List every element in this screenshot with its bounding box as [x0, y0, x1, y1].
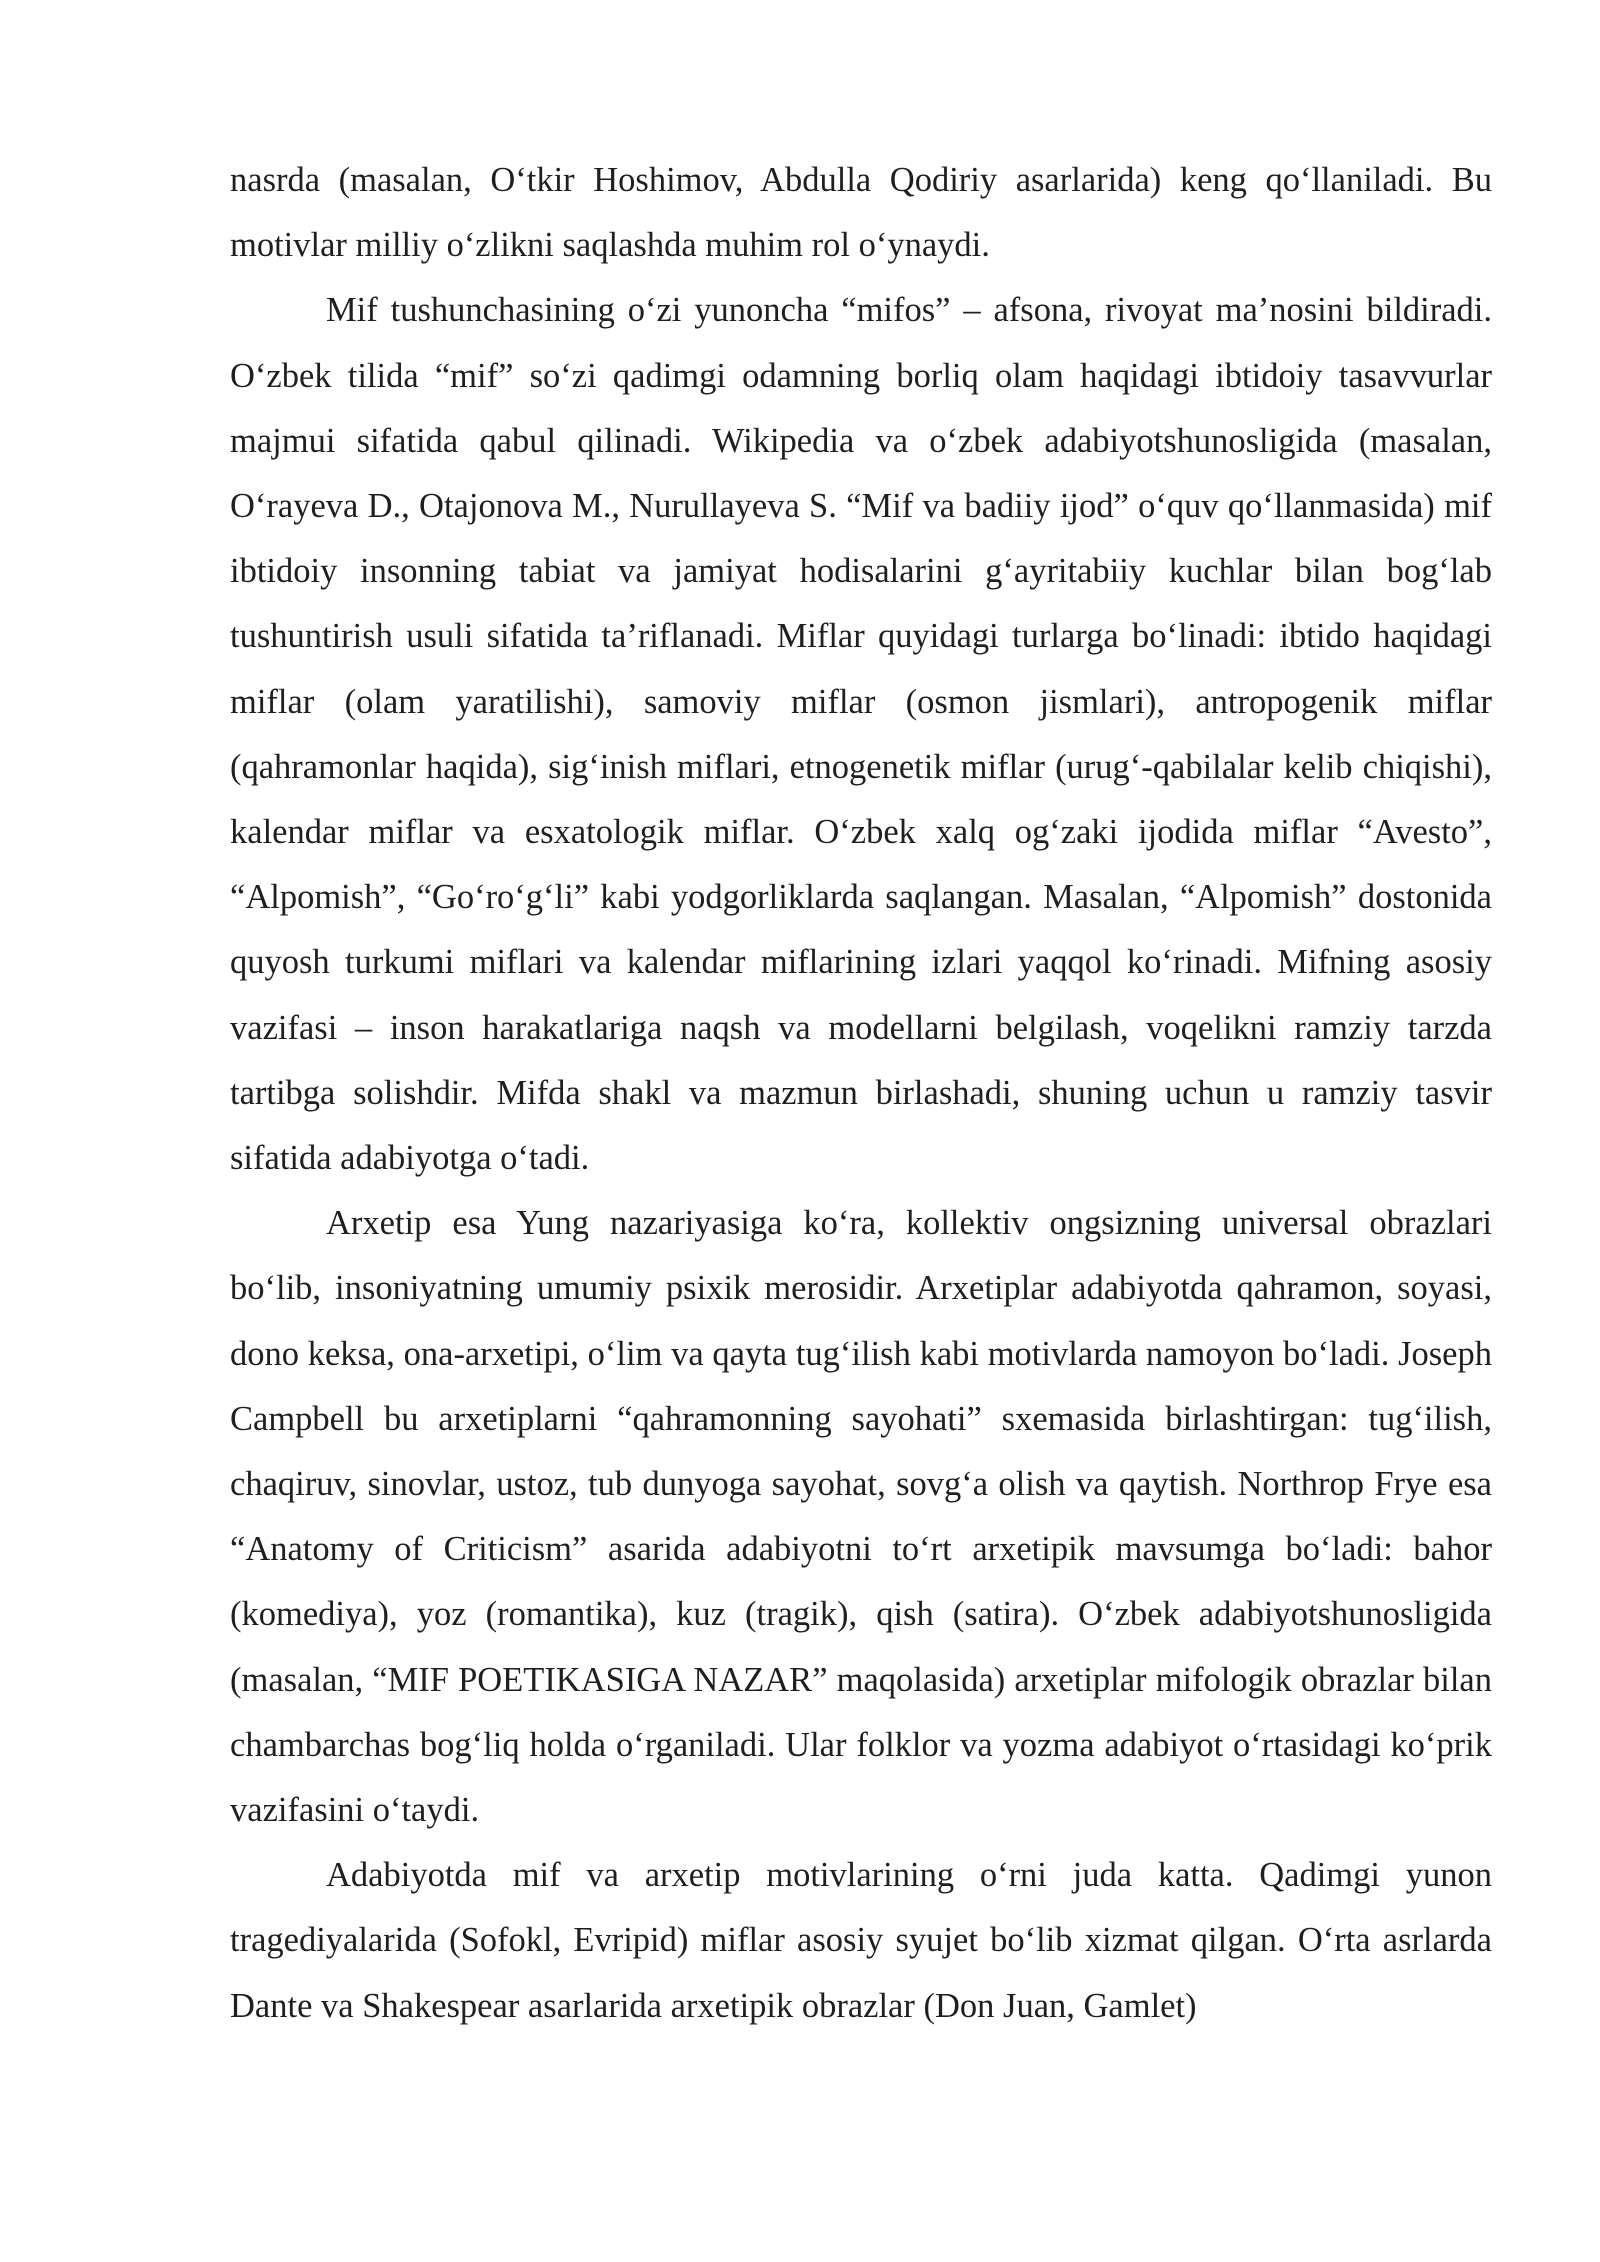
document-body [230, 148, 1492, 2039]
paragraph-2: Mif tushunchasining o‘zi yunoncha “mifos” – afsona, rivoyat ma’nosini bildiradi. O‘zbek tilida “mif” so‘zi qadimgi odamning borliq olam haqidagi ibtidoiy tasavvurlar majmui sifatida qabul qilinadi. Wikipedia va o‘zbek adabiyotshunosligida (masalan, O‘rayeva D., Otajonova M., Nurullayeva S. “Mif va badiiy ijod” o‘quv qo‘llanmasida) mif ibtidoiy insonning tabiat va jamiyat hodisalarini g‘ayritabiiy kuchlar bilan bog‘lab tushuntirish usuli sifatida ta’riflanadi. Miflar quyidagi turlarga bo‘linadi: ibtido haqidagi miflar (olam yaratilishi), samoviy miflar (osmon jismlari), antropogenik miflar (qahramonlar haqida), sig‘inish miflari, etnogenetik miflar (urug‘-qabilalar kelib chiqishi), kalendar miflar va esxatologik miflar. O‘zbek xalq og‘zaki ijodida miflar “Avesto”, “Alpomish”, “Go‘ro‘g‘li” kabi yodgorliklarda saqlangan. Masalan, “Alpomish” dostonida quyosh turkumi miflari va kalendar miflarining izlari yaqqol ko‘rinadi. Mifning asosiy vazifasi – inson harakatlariga naqsh va modellarni belgilash, voqelikni ramziy tarzda tartibga solishdir. Mifda shakl va mazmun birlashadi, shuning uchun u ramziy tasvir sifatida adabiyotga o‘tadi. [230, 291, 1492, 1178]
paragraph-4: Adabiyotda mif va arxetip motivlarining o‘rni juda katta. Qadimgi yunon tragediyalarida (Sofokl, Evripid) miflar asosiy syujet bo‘lib xizmat qilgan. O‘rta asrlarda Dante va Shakespear asarlarida arxetipik obrazlar (Don Juan, Gamlet) [230, 1856, 1492, 2025]
paragraph-1: nasrda (masalan, O‘tkir Hoshimov, Abdulla Qodiriy asarlarida) keng qo‘llaniladi. Bu motivlar milliy o‘zlikni saqlashda muhim rol o‘ynaydi. [230, 161, 1492, 265]
paragraph-3: Arxetip esa Yung nazariyasiga ko‘ra, kollektiv ongsizning universal obrazlari bo‘lib, insoniyatning umumiy psixik merosidir. Arxetiplar adabiyotda qahramon, soyasi, dono keksa, ona-arxetipi, o‘lim va qayta tug‘ilish kabi motivlarda namoyon bo‘ladi. Joseph Campbell bu arxetiplarni “qahramonning sayohati” sxemasida birlashtirgan: tug‘ilish, chaqiruv, sinovlar, ustoz, tub dunyoga sayohat, sovg‘a olish va qaytish. Northrop Frye esa “Anatomy of Criticism” asarida adabiyotni to‘rt arxetipik mavsumga bo‘ladi: bahor (komediya), yoz (romantika), kuz (tragik), qish (satira). O‘zbek adabiyotshunosligida (masalan, “MIF POETIKASIGA NAZAR” maqolasida) arxetiplar mifologik obrazlar bilan chambarchas bog‘liq holda o‘rganiladi. Ular folklor va yozma adabiyot o‘rtasidagi ko‘prik vazifasini o‘taydi. [230, 1204, 1492, 1830]
